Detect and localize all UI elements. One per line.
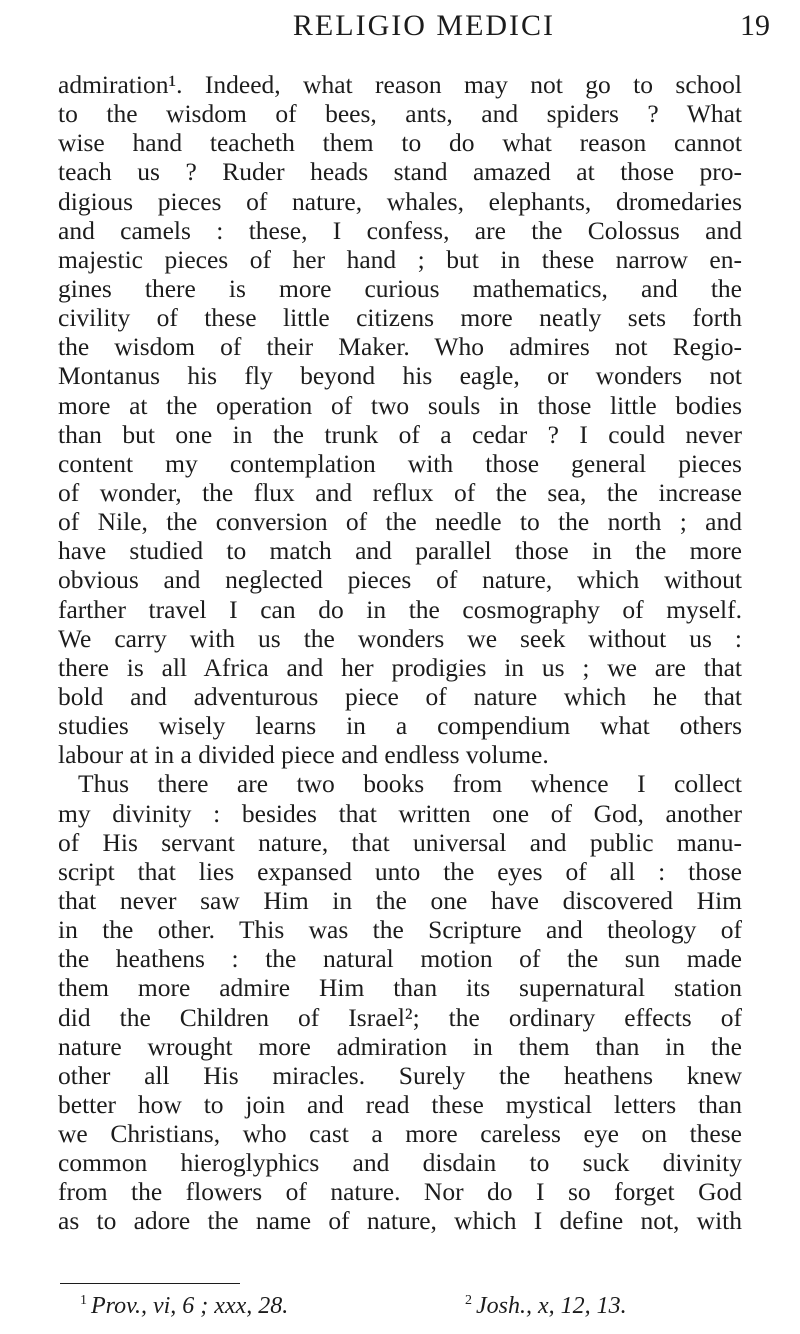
- footnote-text: Josh., x, 12, 13.: [476, 1293, 627, 1319]
- text-line: to the wisdom of bees, ants, and spiders ? What: [58, 99, 742, 129]
- text-line: of wonder, the flux and reflux of the sea, the increase: [58, 477, 742, 507]
- text-line: We carry with us the wonders we seek without us :: [58, 623, 742, 653]
- text-line: majestic pieces of her hand ; but in these narrow en-: [58, 244, 742, 274]
- running-head: [78, 6, 770, 46]
- text-line: common hieroglyphics and disdain to suck divinity: [58, 1148, 742, 1178]
- text-line: better how to join and read these mystical letters than: [58, 1089, 742, 1119]
- running-title: RELIGIO MEDICI: [292, 9, 556, 42]
- text-line: bold and adventurous piece of nature which he that: [58, 681, 742, 711]
- text-line: teach us ? Ruder heads stand amazed at those pro-: [58, 157, 742, 187]
- text-line: content my contemplation with those general pieces: [58, 448, 742, 478]
- text-line: did the Children of Israel²; the ordinary effects of: [58, 1002, 742, 1032]
- text-line: wise hand teacheth them to do what reason cannot: [58, 128, 742, 158]
- text-line: than but one in the trunk of a cedar ? I could never: [58, 419, 742, 449]
- text-line: other all His miracles. Surely the heathens knew: [58, 1060, 742, 1090]
- footnote-2: [465, 1286, 627, 1321]
- text-line: obvious and neglected pieces of nature, which without: [58, 565, 742, 595]
- text-line: more at the operation of two souls in those little bodies: [58, 390, 742, 420]
- text-line: have studied to match and parallel those in the more: [58, 536, 742, 566]
- text-line: in the other. This was the Scripture and theology of: [58, 915, 742, 945]
- page-number: 19: [740, 9, 770, 42]
- text-line: that never saw Him in the one have discovered Him: [58, 885, 742, 915]
- text-line: and camels : these, I confess, are the Colossus and: [58, 215, 742, 245]
- text-line: script that lies expansed unto the eyes of all : those: [58, 856, 742, 886]
- text-line: as to adore the name of nature, which I define not, with: [58, 1206, 742, 1236]
- text-line: farther travel I can do in the cosmography of myself.: [58, 594, 742, 624]
- footnote-text: Prov., vi, 6 ; xxx, 28.: [91, 1293, 289, 1319]
- footnote-marker: 1: [80, 1293, 87, 1308]
- text-line: we Christians, who cast a more careless eye on these: [58, 1119, 742, 1149]
- footnote-rule: [60, 1283, 240, 1284]
- body-text: [58, 70, 742, 1236]
- text-line: them more admire Him than its supernatural station: [58, 973, 742, 1003]
- text-line: gines there is more curious mathematics, and the: [58, 273, 742, 303]
- footnote-1: [80, 1286, 288, 1321]
- text-line: nature wrought more admiration in them than in the: [58, 1031, 742, 1061]
- text-line: Thus there are two books from whence I collect: [78, 769, 742, 799]
- text-line: from the flowers of nature. Nor do I so forget God: [58, 1177, 742, 1207]
- text-line: civility of these little citizens more neatly sets forth: [58, 303, 742, 333]
- text-line: admiration¹. Indeed, what reason may not go to school: [58, 70, 742, 99]
- text-line: digious pieces of nature, whales, elephants, dromedaries: [58, 186, 742, 216]
- text-line: there is all Africa and her prodigies in us ; we are that: [58, 652, 742, 682]
- text-line: labour at in a divided piece and endless volume.: [58, 740, 549, 770]
- text-line: the wisdom of their Maker. Who admires not Regio-: [58, 332, 742, 362]
- text-line: my divinity : besides that written one of God, another: [58, 798, 742, 828]
- footnote-marker: 2: [465, 1293, 472, 1308]
- text-line: Montanus his fly beyond his eagle, or wonders not: [58, 361, 742, 391]
- text-line: of His servant nature, that universal and public manu-: [58, 827, 742, 857]
- text-line: studies wisely learns in a compendium what others: [58, 711, 742, 741]
- text-line: the heathens : the natural motion of the sun made: [58, 944, 742, 974]
- text-line: of Nile, the conversion of the needle to the north ; and: [58, 507, 742, 537]
